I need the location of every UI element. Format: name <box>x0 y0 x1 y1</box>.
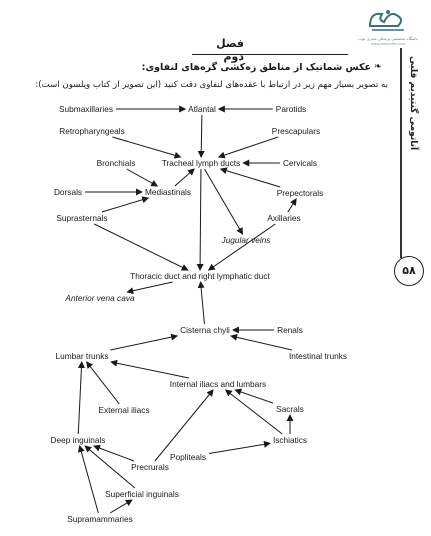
node-ischiatics: Ischiatics <box>272 435 308 445</box>
node-bronchials: Bronchials <box>96 158 136 168</box>
node-renals: Renals <box>277 325 303 335</box>
bullet-icon: ❧ <box>374 62 382 72</box>
arrow-bronchials-to-mediastinals <box>127 169 157 186</box>
node-mediastinals: Mediastinals <box>144 187 192 197</box>
section-heading: عکس شماتیک از مناطق زه‌کشی گره‌های لنفاوی: <box>141 62 371 73</box>
node-supramammaries: Supramammaries <box>67 514 133 524</box>
node-prepectorals: Prepectorals <box>276 188 324 198</box>
section-note: به تصویر بسیار مهم زیر در ارتباط با عقده‌های لنفاوی دقت کنید (این تصویر از کتاب ویلسون است): <box>35 80 388 90</box>
arrow-mediastinals-to-tracheal <box>175 169 194 186</box>
node-tracheal: Tracheal lymph ducts <box>161 158 241 168</box>
node-external-iliacs: External iliacs <box>98 405 150 415</box>
arrow-external-iliacs-to-lumbar <box>87 362 120 404</box>
node-prescapulars: Prescapulars <box>271 126 321 136</box>
arrow-supramammaries-to-deep-inguinals <box>80 446 99 513</box>
arrow-axillaries-to-thoracic <box>209 224 276 270</box>
page-number: ۵۸ <box>394 256 424 286</box>
arrow-deep-inguinals-to-lumbar <box>78 362 81 434</box>
node-dorsals: Dorsals <box>53 187 83 197</box>
arrow-cisterna-to-thoracic <box>201 282 205 324</box>
node-intestinal: Intestinal trunks <box>288 351 348 361</box>
node-cisterna: Cisterna chyli <box>180 325 230 335</box>
node-anterior-vena-cava: Anterior vena cava <box>65 293 135 303</box>
arrow-popliteals-to-ischiatics <box>209 443 270 453</box>
arrow-atlantal-to-tracheal <box>201 115 202 157</box>
node-deep-inguinals: Deep inguinals <box>50 435 106 445</box>
logo-tagline: باشگاه تخصصی پزشکی مجری توپ <box>358 36 418 41</box>
node-internal-iliacs: Internal iliacs and lumbars <box>169 379 267 389</box>
arrow-prescapulars-to-tracheal <box>219 137 278 157</box>
node-retropharyngeals: Retropharyngeals <box>59 126 125 136</box>
arrow-tracheal-to-jugular <box>205 169 243 234</box>
arrow-supramammaries-to-superficial-inguinals <box>110 500 132 513</box>
arrow-axillaries-to-prepectorals <box>288 199 296 212</box>
node-jugular: Jugular veins <box>221 235 271 245</box>
node-parotids: Parotids <box>275 104 307 114</box>
node-precrurals: Precrurals <box>131 462 169 472</box>
node-cervicals: Cervicals <box>282 158 318 168</box>
arrow-precrurals-to-internal-iliacs <box>155 390 213 461</box>
logo-url: www.bafanlife.com <box>370 42 406 46</box>
arrow-suprasternals-to-thoracic <box>94 224 188 270</box>
node-suprasternals: Suprasternals <box>56 213 108 223</box>
arrow-tracheal-to-thoracic <box>200 169 201 270</box>
arrow-suprasternals-to-mediastinals <box>102 198 148 212</box>
node-popliteals: Popliteals <box>170 452 206 462</box>
node-submaxillaries: Submaxillaries <box>59 104 113 114</box>
arrow-lumbar-to-cisterna <box>110 336 177 350</box>
arrow-prepectorals-to-tracheal <box>221 169 280 187</box>
arrow-internal-iliacs-to-lumbar <box>111 362 189 378</box>
node-lumbar: Lumbar trunks <box>55 351 109 361</box>
spine-title: آناتومی گنتیدیم قلبی <box>408 56 418 151</box>
arrow-intestinal-to-cisterna <box>231 336 292 350</box>
node-thoracic: Thoracic duct and right lymphatic duct <box>130 271 270 281</box>
arrow-thoracic-to-anterior-vena-cava <box>127 282 172 292</box>
arrow-retropharyngeals-to-tracheal <box>112 137 180 157</box>
node-sacrals: Sacrals <box>276 404 304 414</box>
node-atlantal: Atlantal <box>188 104 216 114</box>
node-superficial-inguinals: Superficial inguinals <box>105 489 179 499</box>
node-axillaries: Axillaries <box>267 213 301 223</box>
chapter-title: فصل دوم <box>216 37 244 63</box>
arrow-sacrals-to-internal-iliacs <box>235 390 273 403</box>
